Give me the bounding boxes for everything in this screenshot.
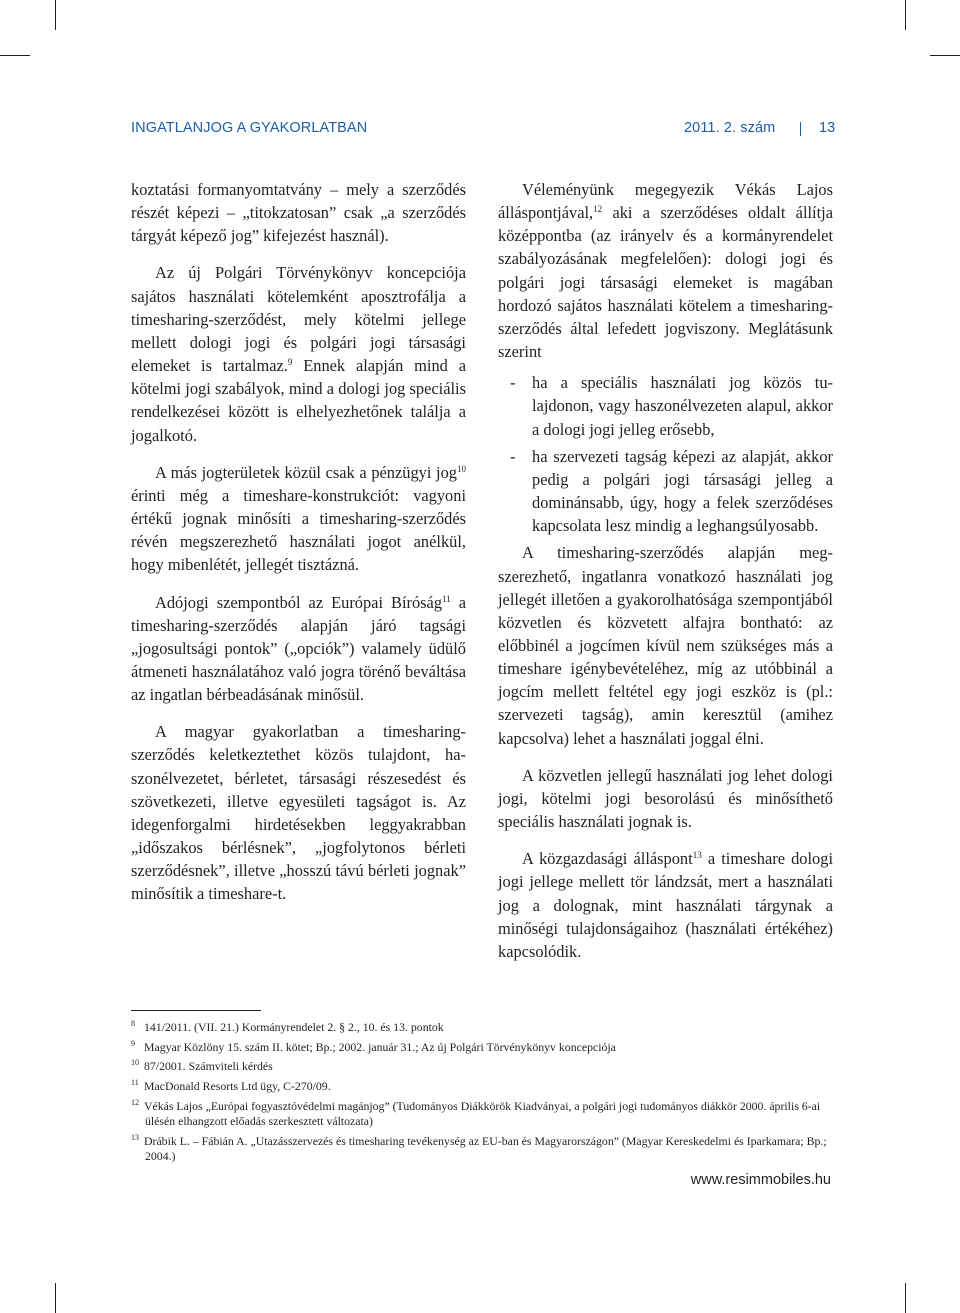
page-number: 13 bbox=[819, 120, 836, 136]
footnote: $^8$ 141/2011. (VII. 21.) Kormányrendelet 2. § 2., 10. és 13. pontok bbox=[131, 1019, 444, 1034]
crop-mark bbox=[905, 0, 906, 30]
footnote-ref[interactable]: 13 bbox=[692, 850, 702, 861]
paragraph-text: Az új Polgári Törvénykönyv koncepciója sajátos használati kötelemként aposztrofálja a timesharing-szerződést, mely kötelmi jellege mellett dologi jogi és polgári jogi társasági elemeket is tartalmaz. bbox=[131, 263, 466, 376]
crop-mark bbox=[55, 1283, 56, 1313]
paragraph bbox=[131, 591, 466, 707]
paragraph bbox=[131, 461, 466, 577]
paragraph-text: A közgazdasági álláspont bbox=[522, 849, 693, 869]
dash-bullet: - bbox=[510, 373, 516, 393]
footnote: $^{12}$ Vékás Lajos „Európai fogyasztóvédelmi magánjog” (Tudományos Diákkörök Kiadványai, a polgári jogi tudományos diákkör 2000. április 6-ai ülésén elhangzott előadás szerkesztett változata) bbox=[131, 1097, 821, 1129]
paragraph bbox=[498, 178, 833, 363]
paragraph-text: Véleményünk megegyezik Vékás Lajos álláspontjával, bbox=[498, 180, 833, 223]
footnote: $^{13}$ Drábik L. – Fábián A. „Utazásszervezés és timesharing tevékenység az EU-ban és Magyarországon” (Magyar Kereskedelmi és Iparkamara; Bp.; 2004.) bbox=[131, 1132, 827, 1164]
crop-mark bbox=[905, 1283, 906, 1313]
paragraph-text: Ennek alapján mind a kötelmi jogi szabályok, mind a dologi jog speciális rendelkezései között is elhelyezhetőnek találja a jogalkotó. bbox=[131, 356, 466, 445]
paragraph-text: aki a szerződéses oldalt állítja középpontba (az irányelv és a kormányrendelet szabályozásának megfelelően): dologi jogi és polgári jogi társasági elemeket is magában hordozó sajátos használati kötelem a timesharing-szerződés által lefedett jogviszony. Meglátásunk szerint bbox=[498, 203, 833, 362]
dash-list bbox=[498, 371, 833, 537]
paragraph-text: Adójogi szempontból az Európai Bíróság bbox=[155, 592, 443, 612]
running-head bbox=[131, 120, 836, 140]
header-separator bbox=[800, 122, 801, 136]
footnote-text: Vékás Lajos „Európai fogyasztóvédelmi magánjog” (Tudományos Diákkörök Kiadványai, a polgári jogi tudományos diákkör 2000. április 6-ai ülésén elhangzott előadás szerkesztett változata) bbox=[144, 1098, 821, 1129]
right-column bbox=[498, 178, 833, 977]
paragraph: A magyar gyakorlatban a timesharing-szerződés keletkeztethet közös tulajdont, haszonélvezetet, bérletet, társasági részesedést és szövetkezeti, illetve egyesületi tagságot is. Az idegenforgalmi hirdetésekben leggyakrabban „időszakos bérlésnek”, „jogfolytonos bérleti szerződésnek”, illetve „hosszú távú bérleti jognak” minősítik a timeshare-t. bbox=[131, 722, 466, 904]
crop-mark bbox=[930, 55, 960, 56]
issue-label: 2011. 2. szám bbox=[684, 120, 776, 136]
footnote-text: 141/2011. (VII. 21.) Kormányrendelet 2. § 2., 10. és 13. pontok bbox=[144, 1020, 444, 1034]
footnote: $^9$ Magyar Közlöny 15. szám II. kötet; Bp.; 2002. január 31.; Az új Polgári Törvénykönyv koncepciója bbox=[131, 1038, 616, 1054]
footnote-text: 87/2001. Számviteli kérdés bbox=[144, 1059, 273, 1074]
dash-bullet: - bbox=[510, 446, 516, 466]
paragraph: A timesharing-szerződés alapján megszerezhető, ingatlanra vonatkozó használati jog jellegét illetően a gyakorolhatósága szempontjából közvetlen és közvetett alfajra bontható: az előbbinél a jogcímen kívül nem szükséges más a timeshare igénybevételéhez, míg az utóbbinál a jogcím mellett feltétel egy jogi eszköz is (pl.: szervezeti tagság), amin keresztül (amihez kapcsolva) lehet a használati joggal élni. bbox=[498, 543, 833, 748]
footnote-text: Drábik L. – Fábián A. „Utazásszervezés és timesharing tevékenység az EU-ban és Magyarországon” (Magyar Kereskedelmi és Iparkamara; Bp.; 2004.) bbox=[144, 1133, 827, 1164]
footnote: $^{10}$ 87/2001. Számviteli kérdés bbox=[131, 1058, 273, 1074]
paragraph: koztatási formanyomtatvány – mely a szerződés részét képezi – „titokzatosan” csak „a szerződés tárgyát képező jog” kifejezést használ). bbox=[131, 180, 466, 246]
paragraph: A közvetlen jellegű használati jog lehet dologi jogi, kötelmi jogi besorolású és minősíthető speciális használati jognak is. bbox=[498, 765, 833, 832]
website-link[interactable]: www.resimmobiles.hu bbox=[690, 1172, 831, 1188]
list-item bbox=[498, 445, 833, 538]
footnote-ref[interactable]: 9 bbox=[287, 357, 293, 368]
paragraph-text: a timeshare dologi jogi jellege mellett tör lándzsát, mert a használati jog a dolognak, mint használati tárgynak a minőségi tulajdonságaihoz (használati értékéhez) kapcsolódik. bbox=[498, 849, 833, 961]
footnote: $^{11}$ MacDonald Resorts Ltd ügy, C-270/09. bbox=[131, 1078, 331, 1094]
list-item-text: ha a speciális használati jog közös tulajdonon, vagy haszonélvezeten alapul, akkor a dologi jogi jelleg erősebb, bbox=[532, 373, 833, 439]
paragraph bbox=[498, 847, 833, 963]
paragraph-text: érinti még a timeshare-konstrukciót: vagyoni értékű jognak minősíti a timesharing-szerződés révén megszerezhető használati jogot anélkül, hogy mibenlétét, jellegét tisztázná. bbox=[131, 485, 466, 575]
footnote-ref[interactable]: 12 bbox=[593, 204, 603, 215]
paragraph-text: A más jogterületek közül csak a pénzügyi jog bbox=[155, 462, 457, 482]
list-item bbox=[498, 371, 833, 440]
footnote-rule bbox=[131, 1010, 261, 1011]
left-column bbox=[131, 178, 466, 920]
crop-mark bbox=[55, 0, 56, 30]
footnote-text: MacDonald Resorts Ltd ügy, C-270/09. bbox=[144, 1079, 331, 1094]
footnote-ref[interactable]: 10 bbox=[457, 463, 466, 474]
paragraph bbox=[131, 261, 466, 446]
list-item-text: ha szervezeti tagság képezi az alapját, akkor pedig a polgári jogi társasági jelleg a dominánsabb, úgy, hogy a felek szerződéses kapcsolata lesz mindig a leghangsúlyosabb. bbox=[532, 446, 833, 536]
footnote-text: Magyar Közlöny 15. szám II. kötet; Bp.; 2002. január 31.; Az új Polgári Törvénykönyv koncepciója bbox=[144, 1039, 616, 1054]
crop-mark bbox=[0, 55, 30, 56]
footnote-ref[interactable]: 11 bbox=[442, 593, 451, 604]
footnotes bbox=[131, 1020, 831, 1169]
paragraph-text: a timesharing-szerződés alapján járó tagsági „jogosultsági pontok” („opciók”) valamely üdülő átmeneti használatához való jogra törénő beváltása az ingatlan bérbeadásának minősül. bbox=[131, 592, 466, 705]
journal-title: INGATLANJOG A GYAKORLATBAN bbox=[131, 120, 368, 136]
